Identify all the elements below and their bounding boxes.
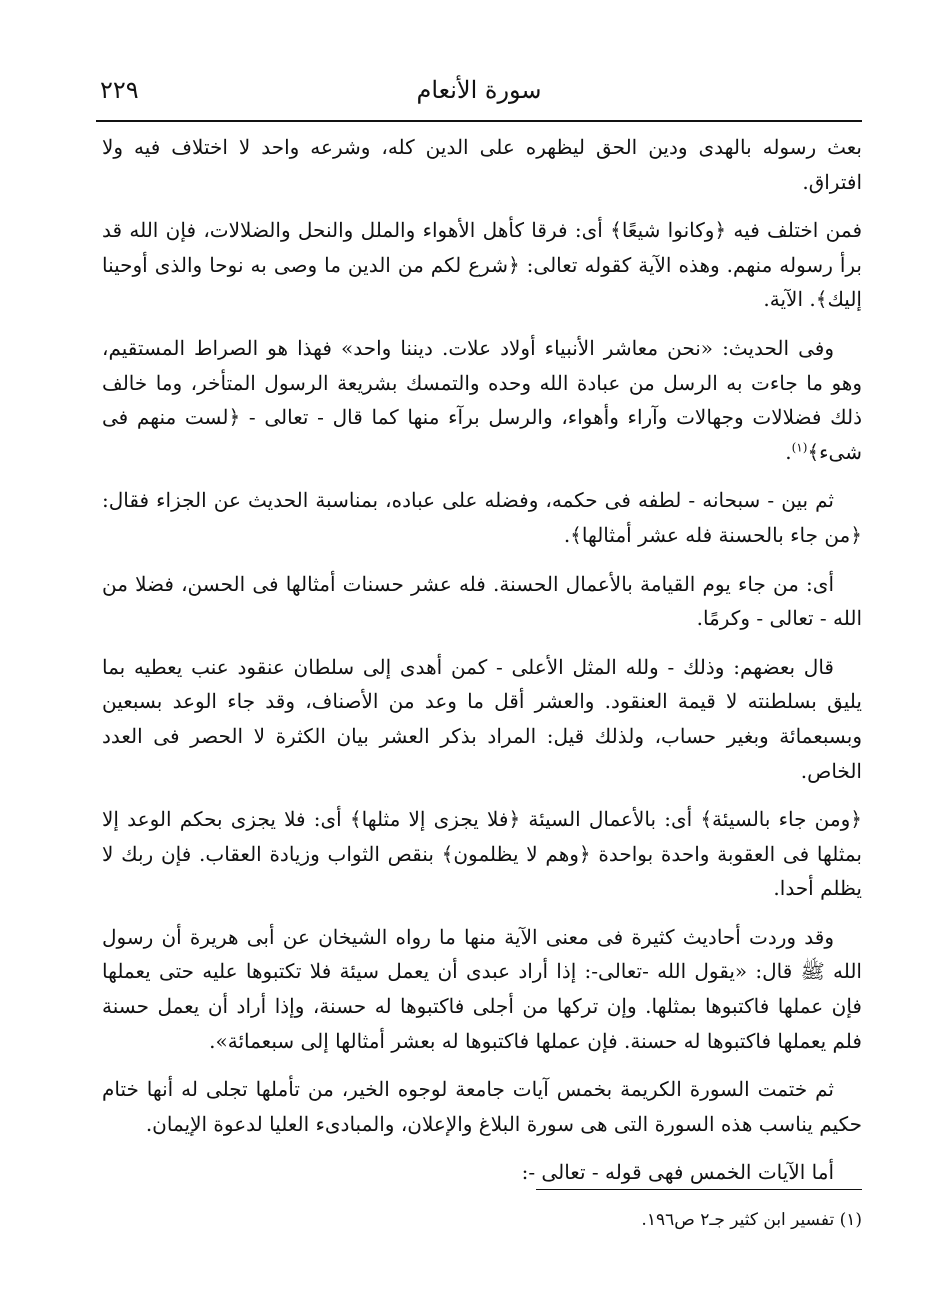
paragraph: أى: من جاء يوم القيامة بالأعمال الحسنة. فله عشر حسنات أمثالها فى الحسن، فضلا من الله - تعالى - وكرمًا. (102, 571, 862, 631)
paragraph: ثم بين - سبحانه - لطفه فى حكمه، وفضله على عباده، بمناسبة الحديث عن الجزاء فقال: ﴿من جاء بالحسنة فله عشر أمثالها﴾. (102, 488, 862, 547)
footnote: (١) تفسير ابن كثير جـ٢ ص١٩٦. (641, 1210, 862, 1230)
page-number: ٢٢٩ (100, 76, 139, 104)
header-divider (96, 120, 862, 122)
paragraph-text: وفى الحديث: «نحن معاشر الأنبياء أولاد علات. ديننا واحد» فهذا هو الصراط المستقيم، وهو ما جاءت به الرسل من عبادة الله وحده والتمسك بشريعة الرسول المتأخر، وما خالف ذلك فضلالات وجهالات وآراء وأهواء، والرسل برآء منها كما قال - تعالى - ﴿لست منهم فى شىء﴾ (102, 335, 862, 464)
body-text (102, 130, 862, 1204)
paragraph: ﴿ومن جاء بالسيئة﴾ أى: بالأعمال السيئة ﴿فلا يجزى إلا مثلها﴾ أى: فلا يجزى بحكم الوعد إلا بمثلها فى العقوبة واحدة بواحدة ﴿وهم لا يظلمون﴾ بنقص الثواب وزيادة العقاب. فإن ربك لا يظلم أحدا. (102, 807, 862, 901)
paragraph: بعث رسوله بالهدى ودين الحق ليظهره على الدين كله، وشرعه واحد لا اختلاف فيه ولا افتراق. (102, 135, 862, 194)
paragraph: أما الآيات الخمس فهى قوله - تعالى -: (521, 1160, 834, 1185)
paragraph: فمن اختلف فيه ﴿وكانوا شيعًا﴾ أى: فرقا كأهل الأهواء والملل والنحل والضلالات، فإن الله قد برأ رسوله منهم. وهذه الآية كقوله تعالى: ﴿شرع لكم من الدين ما وصى به نوحا والذى أوحينا إليك﴾. الآية. (102, 218, 862, 312)
paragraph: ثم ختمت السورة الكريمة بخمس آيات جامعة لوجوه الخير، من تأملها تجلى له أنها ختام حكيم يناسب هذه السورة التى هى سورة البلاغ والإعلان، والمبادىء العليا لدعوة الإيمان. (102, 1077, 862, 1136)
page-header (96, 72, 862, 112)
running-title: سورة الأنعام (416, 76, 542, 104)
paragraph: وقد وردت أحاديث كثيرة فى معنى الآية منها ما رواه الشيخان عن أبى هريرة أن رسول الله ﷺ قال: «يقول الله -تعالى-: إذا أراد عبدى أن يعمل سيئة فلا تكتبوها عليه حتى يعملها فإن عملها فاكتبوها بمثلها. وإن تركها من أجلى فاكتبوها له حسنة، وإذا أراد أن يعمل حسنة فلم يعملها فاكتبوها له حسنة. فإن عملها فاكتبوها له بعشر أمثالها إلى سبعمائة». (102, 924, 862, 1053)
paragraph: قال بعضهم: وذلك - ولله المثل الأعلى - كمن أهدى إلى سلطان عنقود عنب يعطيه بما يليق بسلطنته لا قيمة العنقود. والعشر أقل ما وعد من الأصناف، وقد جاء الوعد بسبعين وبسبعمائة وبغير حساب، ولذلك قيل: المراد بذكر العشر بيان الكثرة لا الحصر فى العدد الخاص. (102, 654, 862, 783)
paragraph (102, 331, 862, 469)
footnote-divider (536, 1189, 862, 1190)
footnote-marker: (١) (791, 440, 808, 455)
sentence-end: . (785, 439, 792, 464)
book-page (96, 60, 862, 1260)
